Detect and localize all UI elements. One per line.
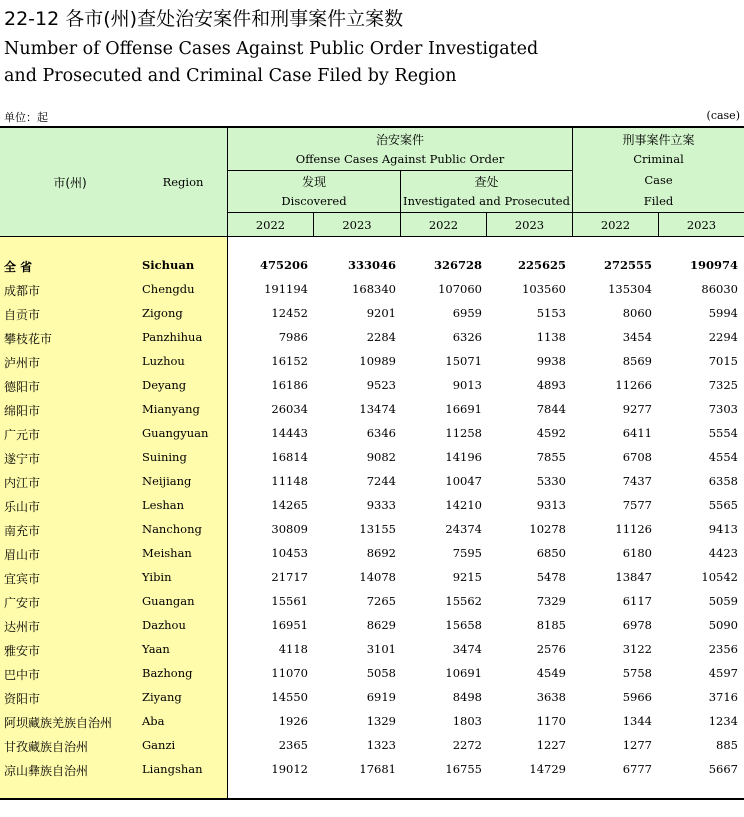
region-name-en: Suining [142,450,187,464]
value-cell: 9313 [536,498,566,512]
table-row [0,758,744,782]
region-name-en: Guangyuan [142,426,209,440]
value-cell: 190974 [689,258,738,272]
value-cell: 7577 [622,498,652,512]
value-cell: 7595 [452,546,482,560]
header-bottom-rule [0,236,744,237]
value-cell: 4893 [536,378,566,392]
region-name-en: Panzhihua [142,330,203,344]
value-cell: 9523 [366,378,396,392]
region-name-en: Bazhong [142,666,193,680]
value-cell: 2576 [536,642,566,656]
value-cell: 2356 [708,642,738,656]
header-region-en: Region [162,175,204,189]
value-cell: 6346 [366,426,396,440]
value-cell: 16814 [271,450,308,464]
value-cell: 8692 [366,546,396,560]
table-bottom-rule [0,798,744,800]
table-row [0,614,744,638]
value-cell: 5565 [708,498,738,512]
region-name-cn: 绵阳市 [4,404,41,418]
value-cell: 2284 [366,330,396,344]
value-cell: 1234 [708,714,738,728]
value-cell: 11258 [445,426,482,440]
value-cell: 9938 [536,354,566,368]
table-row [0,422,744,446]
value-cell: 7015 [708,354,738,368]
table-row [0,350,744,374]
value-cell: 16186 [271,378,308,392]
table-row [0,542,744,566]
value-cell: 4423 [708,546,738,560]
region-name-cn: 达州市 [4,620,41,634]
value-cell: 9413 [708,522,738,536]
value-cell: 15562 [445,594,482,608]
header-year-criminal-2023: 2023 [686,217,717,232]
region-name-cn: 全 省 [4,260,33,274]
value-cell: 10278 [529,522,566,536]
value-cell: 7437 [622,474,652,488]
region-name-en: Ziyang [142,690,182,704]
value-cell: 5058 [366,666,396,680]
region-name-en: Zigong [142,306,183,320]
region-name-en: Mianyang [142,402,200,416]
region-name-cn: 乐山市 [4,500,41,514]
value-cell: 11148 [271,474,308,488]
value-cell: 9082 [366,450,396,464]
value-cell: 7325 [708,378,738,392]
value-cell: 14443 [271,426,308,440]
value-cell: 1227 [536,738,566,752]
header-criminal-cn: 刑事案件立案 [622,132,695,147]
value-cell: 3638 [536,690,566,704]
value-cell: 191194 [264,282,308,296]
value-cell: 333046 [347,258,396,272]
value-cell: 8498 [452,690,482,704]
value-cell: 5330 [536,474,566,488]
region-name-cn: 泸州市 [4,356,41,370]
header-year-investigated-2022: 2022 [428,217,459,232]
value-cell: 3122 [622,642,652,656]
value-cell: 5153 [536,306,566,320]
value-cell: 9215 [452,570,482,584]
region-name-en: Aba [142,714,165,728]
value-cell: 4118 [278,642,308,656]
region-name-en: Guangan [142,594,195,608]
value-cell: 5667 [708,762,738,776]
unit-label-en: (case) [706,109,740,122]
value-cell: 11070 [271,666,308,680]
value-cell: 10542 [701,570,738,584]
value-cell: 225625 [517,258,566,272]
value-cell: 5758 [622,666,652,680]
value-cell: 16951 [271,618,308,632]
region-name-en: Chengdu [142,282,195,296]
value-cell: 5554 [708,426,738,440]
value-cell: 168340 [352,282,396,296]
value-cell: 1344 [622,714,652,728]
value-cell: 6850 [536,546,566,560]
table-title-en-line2: and Prosecuted and Criminal Case Filed by Region [4,66,457,86]
value-cell: 9277 [622,402,652,416]
region-name-cn: 眉山市 [4,548,41,562]
value-cell: 3716 [708,690,738,704]
value-cell: 3454 [622,330,652,344]
header-public-order-en: Offense Cases Against Public Order [295,152,505,166]
value-cell: 10453 [271,546,308,560]
header-criminal-en-1: Criminal [633,152,684,166]
value-cell: 9201 [366,306,396,320]
value-cell: 6777 [622,762,652,776]
value-cell: 11126 [615,522,652,536]
value-cell: 135304 [608,282,652,296]
value-cell: 4597 [708,666,738,680]
value-cell: 1926 [278,714,308,728]
table-row [0,734,744,758]
value-cell: 2272 [452,738,482,752]
value-cell: 5478 [536,570,566,584]
value-cell: 6978 [622,618,652,632]
region-name-en: Meishan [142,546,192,560]
value-cell: 8569 [622,354,652,368]
region-name-cn: 资阳市 [4,692,41,706]
region-name-cn: 自贡市 [4,308,41,322]
value-cell: 5994 [708,306,738,320]
value-cell: 885 [716,738,738,752]
table-row [0,638,744,662]
value-cell: 272555 [603,258,652,272]
table-row [0,470,744,494]
region-name-cn: 成都市 [4,284,41,298]
table-title-cn: 22-12 各市(州)查处治安案件和刑事案件立案数 [4,8,404,30]
header-region-cn: 市(州) [53,175,87,190]
table-row [0,446,744,470]
value-cell: 7844 [536,402,566,416]
region-name-en: Dazhou [142,618,186,632]
value-cell: 1323 [366,738,396,752]
table-title-en [4,36,538,90]
region-name-cn: 宜宾市 [4,572,41,586]
region-name-en: Sichuan [142,258,195,272]
value-cell: 8185 [536,618,566,632]
value-cell: 21717 [271,570,308,584]
region-name-en: Leshan [142,498,185,512]
value-cell: 86030 [701,282,738,296]
value-cell: 3474 [452,642,482,656]
value-cell: 10691 [445,666,482,680]
value-cell: 10989 [359,354,396,368]
region-name-cn: 凉山彝族自治州 [4,764,89,778]
table-row [0,326,744,350]
value-cell: 13847 [615,570,652,584]
region-name-en: Yibin [142,570,172,584]
value-cell: 6959 [452,306,482,320]
unit-label-cn: 单位：起 [4,111,48,124]
value-cell: 8629 [366,618,396,632]
region-name-cn: 攀枝花市 [4,332,53,346]
value-cell: 7265 [366,594,396,608]
table-body [0,254,744,782]
value-cell: 15071 [445,354,482,368]
region-name-cn: 内江市 [4,476,41,490]
value-cell: 6358 [708,474,738,488]
region-name-en: Ganzi [142,738,176,752]
table-row [0,374,744,398]
value-cell: 17681 [359,762,396,776]
value-cell: 16691 [445,402,482,416]
table-title-en-line1: Number of Offense Cases Against Public Order Investigated [4,39,539,59]
value-cell: 30809 [271,522,308,536]
header-investigated-en: Investigated and Prosecuted [403,194,570,208]
value-cell: 5966 [622,690,652,704]
region-name-cn: 阿坝藏族羌族自治州 [4,716,113,730]
region-name-en: Neijiang [142,474,192,488]
value-cell: 14210 [445,498,482,512]
value-cell: 107060 [438,282,482,296]
value-cell: 11266 [615,378,652,392]
value-cell: 9013 [452,378,482,392]
region-name-cn: 遂宁市 [4,452,41,466]
region-name-en: Liangshan [142,762,203,776]
table-row [0,302,744,326]
header-public-order-cn: 治安案件 [375,132,424,147]
region-name-en: Luzhou [142,354,185,368]
value-cell: 15658 [445,618,482,632]
value-cell: 14196 [445,450,482,464]
value-cell: 13155 [359,522,396,536]
region-name-cn: 广元市 [4,428,41,442]
value-cell: 6180 [622,546,652,560]
value-cell: 13474 [359,402,396,416]
value-cell: 5090 [708,618,738,632]
region-name-cn: 广安市 [4,596,41,610]
value-cell: 475206 [259,258,308,272]
value-cell: 6117 [622,594,652,608]
value-cell: 14078 [359,570,396,584]
value-cell: 16152 [271,354,308,368]
value-cell: 4549 [536,666,566,680]
value-cell: 6708 [622,450,652,464]
table-row [0,686,744,710]
table-row [0,494,744,518]
value-cell: 7244 [366,474,396,488]
value-cell: 1138 [536,330,566,344]
region-name-cn: 南充市 [4,524,41,538]
header-discovered-cn: 发现 [301,174,326,189]
header-year-discovered-2023: 2023 [342,217,372,232]
header-year-discovered-2022: 2022 [255,217,286,232]
header-year-investigated-2023: 2023 [514,217,545,232]
value-cell: 19012 [271,762,308,776]
value-cell: 1803 [452,714,482,728]
table-row [0,518,744,542]
value-cell: 12452 [271,306,308,320]
value-cell: 4592 [536,426,566,440]
value-cell: 1277 [622,738,652,752]
value-cell: 15561 [271,594,308,608]
value-cell: 16755 [445,762,482,776]
value-cell: 2294 [708,330,738,344]
value-cell: 5059 [708,594,738,608]
table-row [0,278,744,302]
header-discovered-en: Discovered [281,194,347,208]
region-name-cn: 德阳市 [4,380,41,394]
table-row [0,254,744,278]
region-name-en: Yaan [142,642,170,656]
value-cell: 6326 [452,330,482,344]
value-cell: 6919 [366,690,396,704]
header-criminal-en-2: Case [644,173,673,187]
value-cell: 3101 [366,642,396,656]
region-name-cn: 雅安市 [4,644,41,658]
header-year-criminal-2022: 2022 [600,217,631,232]
value-cell: 24374 [445,522,482,536]
value-cell: 4554 [708,450,738,464]
table-row [0,398,744,422]
value-cell: 14265 [271,498,308,512]
table-row [0,710,744,734]
value-cell: 26034 [271,402,308,416]
value-cell: 326728 [433,258,482,272]
value-cell: 9333 [366,498,396,512]
table-row [0,566,744,590]
table-top-rule [0,126,744,128]
region-name-cn: 甘孜藏族自治州 [4,740,89,754]
region-name-cn: 巴中市 [4,668,41,682]
value-cell: 7855 [536,450,566,464]
value-cell: 2365 [278,738,308,752]
header-criminal-en-3: Filed [643,194,674,208]
value-cell: 10047 [445,474,482,488]
value-cell: 7303 [708,402,738,416]
value-cell: 6411 [622,426,652,440]
value-cell: 14729 [529,762,566,776]
value-cell: 8060 [622,306,652,320]
region-name-en: Deyang [142,378,187,392]
value-cell: 7329 [536,594,566,608]
value-cell: 103560 [522,282,566,296]
region-name-en: Nanchong [142,522,202,536]
value-cell: 1170 [536,714,566,728]
value-cell: 7986 [278,330,308,344]
value-cell: 14550 [271,690,308,704]
value-cell: 1329 [366,714,396,728]
header-investigated-cn: 查处 [474,174,499,189]
table-row [0,590,744,614]
table-row [0,662,744,686]
